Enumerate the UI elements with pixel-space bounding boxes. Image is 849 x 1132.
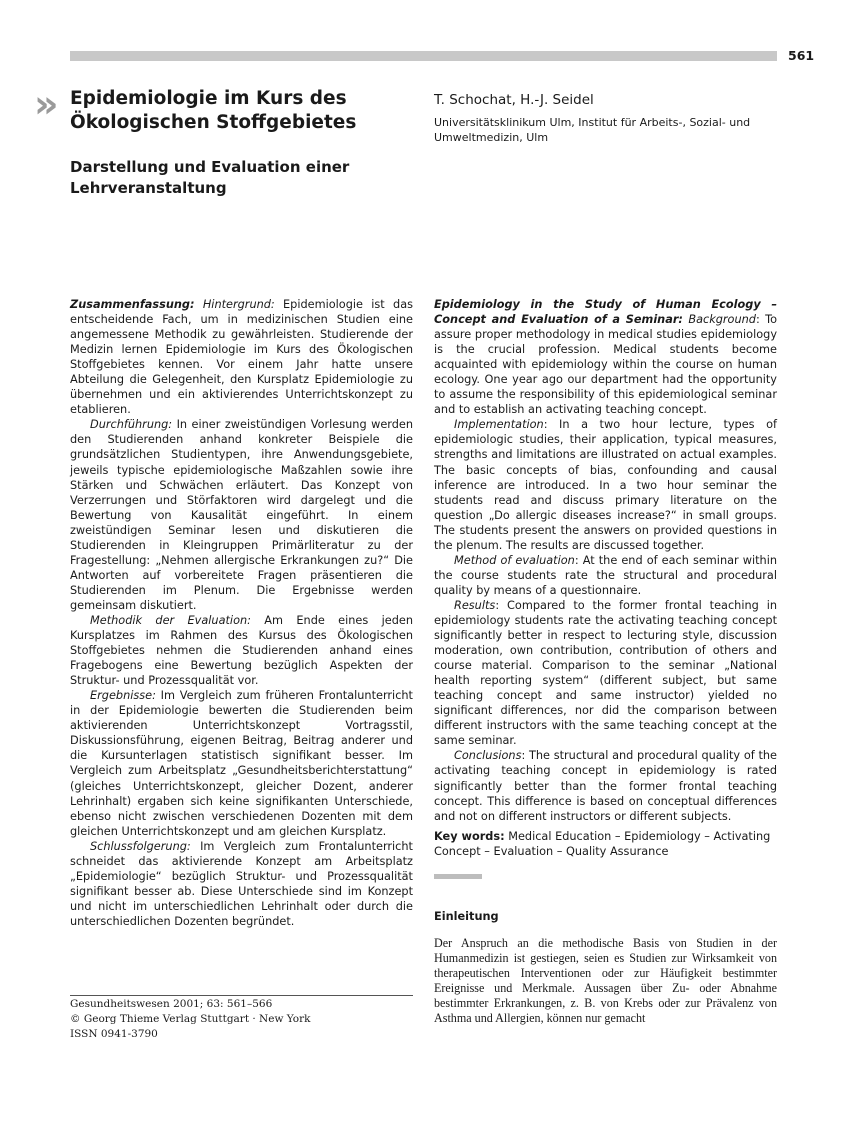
keywords-text: Medical Education – Epidemiology – Activating Concept – Evaluation – Quality Assurance xyxy=(434,830,771,859)
keywords-label: Key words: xyxy=(434,830,505,843)
abstract-en-para xyxy=(434,748,777,823)
abstract-de-para xyxy=(70,688,413,838)
footer-issn: ISSN 0941-3790 xyxy=(70,1028,158,1040)
affiliation: Universitätsklinikum Ulm, Institut für Arbeits-, Sozial- und Umweltmedizin, Ulm xyxy=(434,116,751,144)
abstract-de-para xyxy=(70,417,413,613)
abstract-en-text: : At the end of each seminar within the course students rate the structural and procedural quality by means of a questionnaire. xyxy=(434,553,778,597)
footer-citation: Gesundheitswesen 2001; 63: 561–566 xyxy=(70,998,273,1010)
abstract-english xyxy=(434,297,777,824)
abstract-de-label: Methodik der Evaluation: xyxy=(90,613,251,627)
abstract-de-text: Im Vergleich zum Frontalunterricht schneidet das aktivierende Konzept am Arbeitsplatz „Epidemiologie“ bezüglich Struktur- und Prozessqualität signifikant besser ab. Diese Unterschiede sind im Konzept und nicht im unterschiedlichen Lehrinhalt oder durch die unterschiedlichen Dozenten begründet. xyxy=(70,839,413,928)
abstract-en-label: Results xyxy=(454,598,496,612)
page-number: 561 xyxy=(788,48,815,63)
abstract-de-heading: Zusammenfassung: xyxy=(70,298,195,311)
abstract-en-label: Conclusions xyxy=(454,749,522,763)
footer-rule xyxy=(70,995,413,996)
abstract-en-para xyxy=(434,297,777,417)
authors: T. Schochat, H.-J. Seidel xyxy=(434,92,594,108)
header-bar xyxy=(70,51,777,61)
keywords xyxy=(434,829,777,859)
abstract-de-text: In einer zweistündigen Vorlesung werden den Studierenden anhand konkreter Beispiele die grundsätzlichen Studientypen, ihre Anwendungsgebiete, jeweils typische epidemiologische Maßzahlen sowie ihre Stärken und Schwächen erläutert. Das Konzept von Verzerrungen und Störfaktoren wird dargelegt und die Bewertung von Kausalität eingeführt. In einem zweistündigen Seminar lesen und diskutieren die Studierenden in Kleingruppen Primärliteratur zu der Fragestellung: „Nehmen allergische Erkrankungen zu?“ Die Antworten auf vorbereitete Fragen präsentieren die Studierenden im Plenum. Die Ergebnisse werden gemeinsam diskutiert. xyxy=(70,418,413,612)
abstract-de-text: Epidemiologie ist das entscheidende Fach, um in medizinischen Studien eine angemessene Methodik zu gewährleisten. Studierende der Medizin lernen Epidemiologie im Kurs des Ökologischen Stoffgebietes kennen. Vor einem Jahr hatte unsere Abteilung die Gelegenheit, den Kursplatz Epidemiologie zu übernehmen und ein aktivierendes Unterrichtskonzept zu etablieren. xyxy=(70,298,413,417)
abstract-en-text: : To assure proper methodology in medical studies epidemiology is the crucial profession. Medical students become acquainted with epidemiology within the course on human ecology. One year ago our department had the opportunity to assume the responsibility of this epidemiological seminar and to establish an activating teaching concept. xyxy=(434,313,778,417)
abstract-de-para xyxy=(70,297,413,417)
abstract-en-label: Method of evaluation xyxy=(454,553,575,567)
abstract-de-label: Ergebnisse: xyxy=(90,689,156,703)
footer xyxy=(70,997,311,1042)
article-title: Epidemiologie im Kurs des Ökologischen Stoffgebietes xyxy=(70,88,357,133)
abstract-en-text: : In a two hour lecture, types of epidemiologic studies, their application, typical measures, strengths and limitations are illustrated on actual examples. The basic concepts of bias, confounding and causal inference are introduced. In a two hour seminar the students read and discuss primary literature on the question „Do allergic diseases increase?“ in small groups. The students present the answers on provided questions in the plenum. The results are discussed together. xyxy=(434,418,777,552)
abstract-en-para xyxy=(434,598,777,748)
article-subtitle: Darstellung und Evaluation einer Lehrveranstaltung xyxy=(70,158,350,197)
abstract-en-text: : The structural and procedural quality of the activating teaching concept in epidemiology is rated significantly better than the former frontal teaching concept. This difference is based on conceptual differences and not on different instructors or different subjects. xyxy=(434,749,777,823)
abstract-en-label: Background xyxy=(688,313,756,327)
abstract-de-para xyxy=(70,839,413,929)
abstract-german xyxy=(70,297,413,929)
footer-publisher: © Georg Thieme Verlag Stuttgart · New York xyxy=(70,1013,311,1025)
abstract-de-para xyxy=(70,613,413,688)
abstract-de-label: Durchführung: xyxy=(90,418,173,432)
abstract-de-text: Im Vergleich zum früheren Frontalunterricht in der Epidemiologie bewerten die Studierenden beim aktivierenden Unterrichtskonzept Vortragsstil, Diskussionsführung, eigenen Beitrag, Beitrag anderer und die Kursunterlagen statistisch signifikant besser. Im Vergleich zum Arbeitsplatz „Gesundheitsberichterstattung“ (gleiches Unterrichtskonzept, gleicher Dozent, anderer Lehrinhalt) ergaben sich keine signifikanten Unterschiede, ebenso nicht zwischen verschiedenen Dozenten mit dem gleichen Unterrichtskonzept und am gleichen Kursplatz. xyxy=(70,689,413,838)
abstract-de-text: Am Ende eines jeden Kursplatzes im Rahmen des Kursus des Ökologischen Stoffgebietes nehmen die Studierenden anhand eines Fragebogens eine Bewertung bezüglich Aspekten der Struktur- und Prozessqualität vor. xyxy=(70,613,413,688)
abstract-en-para xyxy=(434,417,777,552)
abstract-en-label: Implementation xyxy=(454,418,544,432)
einleitung-text: Der Anspruch an die methodische Basis von Studien in der Humanmedizin ist gestiegen, seien es Studien zur Wirksamkeit von therapeutischen Interventionen oder zur Häufigkeit bestimmter Ereignisse und Merkmale. Aussagen über Zu- oder Abnahme bestimmter Erkrankungen, z. B. von Krebs oder zur Prävalenz von Asthma und Allergien, können nur gemacht xyxy=(434,936,777,1026)
abstract-en-para xyxy=(434,553,777,598)
section-divider xyxy=(434,874,482,879)
abstract-en-text: : Compared to the former frontal teaching in epidemiology students rate the activating teaching concept significantly better in respect to lecturing style, discussion moderation, own contribution, contribution of others and course material. Comparison to the seminar „National health reporting system“ (different subject, but same teaching concept and same instructor) yielded no significant differences, nor did the comparison between different instructors with the same teaching concept at the same seminar. xyxy=(434,598,777,748)
abstract-en-heading: Epidemiology in the Study of Human Ecology – Concept and Evaluation of a Seminar: xyxy=(434,298,777,327)
abstract-de-label: Schlussfolgerung: xyxy=(90,839,191,853)
einleitung-heading: Einleitung xyxy=(434,910,499,923)
abstract-de-label: Hintergrund: xyxy=(202,298,275,311)
chevron-icon: » xyxy=(34,82,55,126)
